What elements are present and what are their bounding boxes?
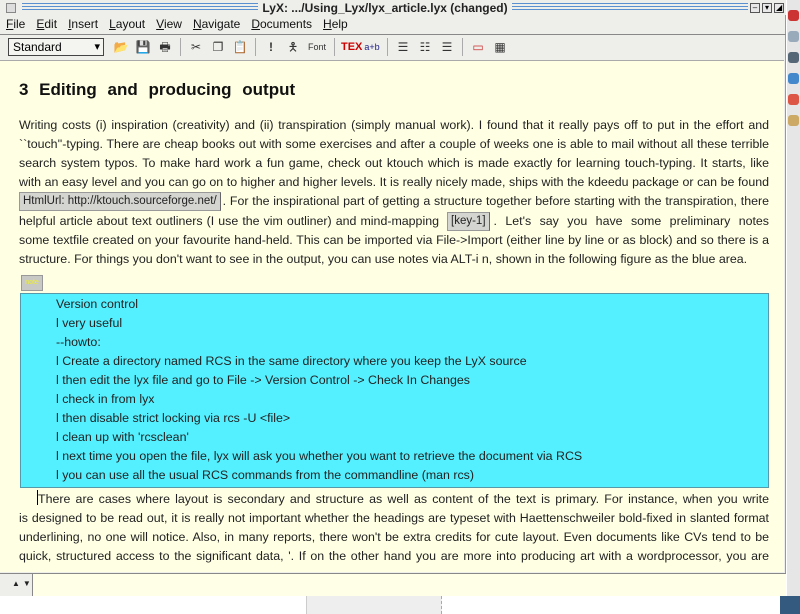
text-segment: . Let's say you have some preliminary notes [493, 214, 769, 228]
list-icon[interactable]: ☰ [397, 40, 409, 54]
cut-icon[interactable]: ✂ [190, 40, 202, 54]
app-icon[interactable] [788, 31, 799, 42]
menu-documents[interactable]: Documents [251, 17, 313, 31]
note-line: l you can use all the usual RCS commands from the commandline (man rcs) [56, 468, 475, 482]
title-bar[interactable] [0, 0, 786, 15]
menu-bar [0, 16, 353, 33]
text-line: is designed to be read out, it is really not important whether the headings are typeset with Haettenschweiler bold-fixed in slanted format [19, 511, 769, 525]
menu-file[interactable]: File [6, 17, 26, 31]
text-line: structure. For things you don't want to see in the output, you can use notes via ALT-i n, shown in the following figure as the blue area. [19, 252, 748, 266]
app-icon[interactable] [788, 52, 799, 63]
text-line [19, 490, 769, 509]
text-segment: There are cases where layout is secondary and structure as well as content of the text is primary. For instance, when you write [38, 492, 769, 506]
float-icon[interactable]: ▭ [472, 40, 484, 54]
table-icon[interactable]: ▦ [494, 40, 506, 54]
divider [334, 38, 335, 56]
math-icon[interactable]: a+b [364, 42, 380, 52]
menu-edit[interactable]: Edit [36, 17, 58, 31]
note-line: l then edit the lyx file and go to File -> Version Control -> Check In Changes [56, 373, 470, 387]
divider [255, 38, 256, 56]
note-line: l Create a directory named RCS in the same directory where you keep the LyX source [56, 354, 527, 368]
menu-view[interactable]: View [156, 17, 182, 31]
note-line: l next time you open the file, lyx will ask you whether you want to retrieve the document via RCS [56, 449, 583, 463]
text-line: underlining, no one will notice. Also, in many reports, there won't be extra credits for cute layout. Even documents like CVs tend to be [19, 530, 769, 544]
save-icon[interactable]: 💾 [135, 40, 151, 54]
toolbar [8, 36, 509, 58]
app-icon[interactable] [788, 10, 799, 21]
close-button[interactable]: ◢ [775, 2, 783, 12]
note-line: Version control [56, 297, 138, 311]
document-area[interactable] [0, 60, 784, 572]
app-icon[interactable] [788, 94, 799, 105]
text-line: some textfile created on your favourite hand-held. This can be imported via File->Import (either line by line or as block) and so there is a [19, 233, 769, 247]
titlebar-stripes [22, 3, 258, 12]
menu-layout[interactable]: Layout [109, 17, 146, 31]
note-line: l very useful [56, 316, 123, 330]
menu-help[interactable]: Help [323, 17, 348, 31]
divider [0, 34, 786, 35]
desktop [0, 596, 800, 614]
desktop-window [306, 596, 442, 614]
print-icon[interactable]: 🖶 [159, 40, 171, 54]
section-heading: 3 Editing and producing output [19, 80, 296, 99]
enumerate-icon[interactable]: ☷ [419, 40, 431, 54]
layout-combo[interactable]: Standard ▾ [8, 38, 104, 56]
url-inset[interactable]: HtmlUrl: http://ktouch.sourceforge.net/ [19, 192, 221, 211]
open-icon[interactable]: 📂 [113, 40, 129, 54]
window-menu-button[interactable] [6, 3, 16, 13]
app-icon[interactable] [788, 73, 799, 84]
window-title: LyX: .../Using_Lyx/lyx_article.lyx (changed) [262, 0, 508, 15]
desktop-window [780, 596, 800, 614]
note-inset[interactable] [20, 293, 769, 488]
text-line: quick, structured access to the significant data, '. If on the other hand you are more into producing art with a wordprocessor, you are [19, 549, 769, 563]
note-inset-button[interactable]: note [21, 275, 43, 291]
divider [387, 38, 388, 56]
emphasis-icon[interactable]: ! [269, 40, 273, 54]
text-line [19, 192, 769, 211]
citation-inset[interactable]: [key-1] [447, 212, 490, 231]
divider [462, 38, 463, 56]
divider [180, 38, 181, 56]
history-arrows[interactable]: ▲▼ [12, 579, 34, 588]
note-line: --howto: [56, 335, 101, 349]
menu-navigate[interactable]: Navigate [192, 17, 241, 31]
indent-icon[interactable]: ☰ [441, 40, 453, 54]
menu-insert[interactable]: Insert [68, 17, 99, 31]
note-line: l check in from lyx [56, 392, 155, 406]
copy-icon[interactable]: ❐ [212, 40, 224, 54]
noun-icon[interactable]: 🯅 [287, 40, 299, 54]
tex-icon[interactable]: TEX [341, 41, 363, 53]
text-segment: helpful article about text outliners (I use the vim outliner) and mind-mapping [19, 214, 439, 228]
font-icon[interactable]: Font [307, 42, 326, 52]
titlebar-stripes [512, 3, 748, 12]
text-line [19, 212, 769, 231]
text-line: Writing costs (i) inspiration (creativity) and (ii) transpiration (simply manual work). I found that it really pays off to put in the effort and [19, 118, 769, 132]
text-line: with an easy level and you can go on to higher and higher levels. It is really nicely made, ships with the kdeedu package or can be found [19, 175, 769, 189]
app-icon[interactable] [788, 115, 799, 126]
text-line: search system typos. To make hard work a fun game, check out ktouch which is made exactly for learning touch-typing. It starts, like [19, 156, 769, 170]
text-segment: . For the inspirational part of getting a structure together before starting with the transpiration, there [222, 194, 769, 208]
note-line: l then disable strict locking via rcs -U <file> [56, 411, 291, 425]
minibuffer [0, 573, 786, 595]
maximize-button[interactable]: ▾ [762, 3, 772, 13]
minimize-button[interactable]: – [750, 3, 760, 13]
note-line: l clean up with 'rcsclean' [56, 430, 189, 444]
paste-icon[interactable]: 📋 [232, 40, 248, 54]
command-input[interactable] [32, 574, 786, 596]
desktop-panel [787, 0, 800, 596]
text-line: ``touch''-typing. There are cheap books out with some exercises and after a couple of weeks one is able to mail without all these terrible [19, 137, 769, 151]
